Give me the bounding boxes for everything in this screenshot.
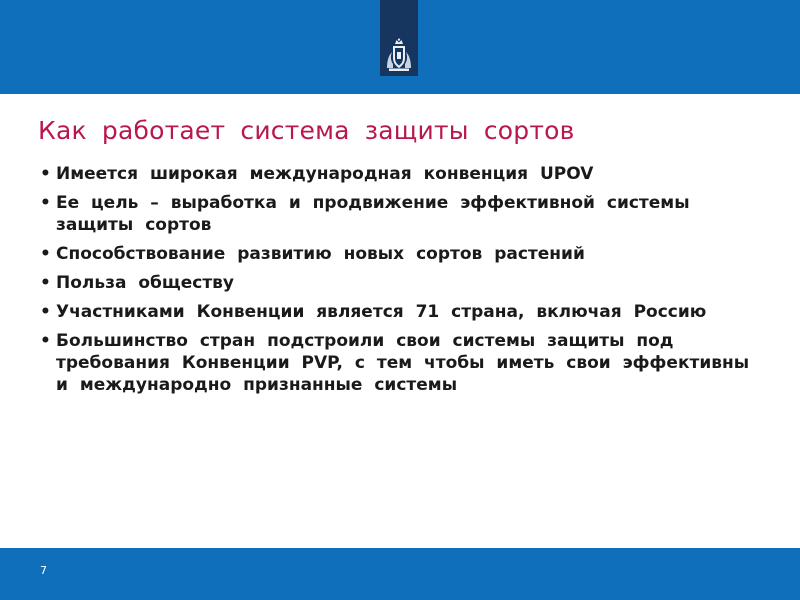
footer-band — [0, 548, 800, 600]
slide-title: Как работает система защиты сортов — [38, 116, 575, 145]
bullet-list — [38, 163, 758, 403]
page-number: 7 — [40, 564, 47, 577]
bullet-item: • Участниками Конвенции является 71 страна, включая Россию — [38, 301, 758, 323]
bullet-item: • Большинство стран подстроили свои системы защиты под требования Конвенции PVP, с тем чтобы иметь свои эффективны и международно признанные системы — [38, 330, 758, 396]
bullet-item: • Ее цель – выработка и продвижение эффективной системы защиты сортов — [38, 192, 758, 236]
header-band — [0, 0, 800, 94]
bullet-item: • Польза обществу — [38, 272, 758, 294]
bullet-item: • Способствование развитию новых сортов растений — [38, 243, 758, 265]
emblem-tab — [380, 0, 418, 76]
bullet-item: • Имеется широкая международная конвенция UPOV — [38, 163, 758, 185]
royal-coat-of-arms-icon — [384, 38, 414, 72]
